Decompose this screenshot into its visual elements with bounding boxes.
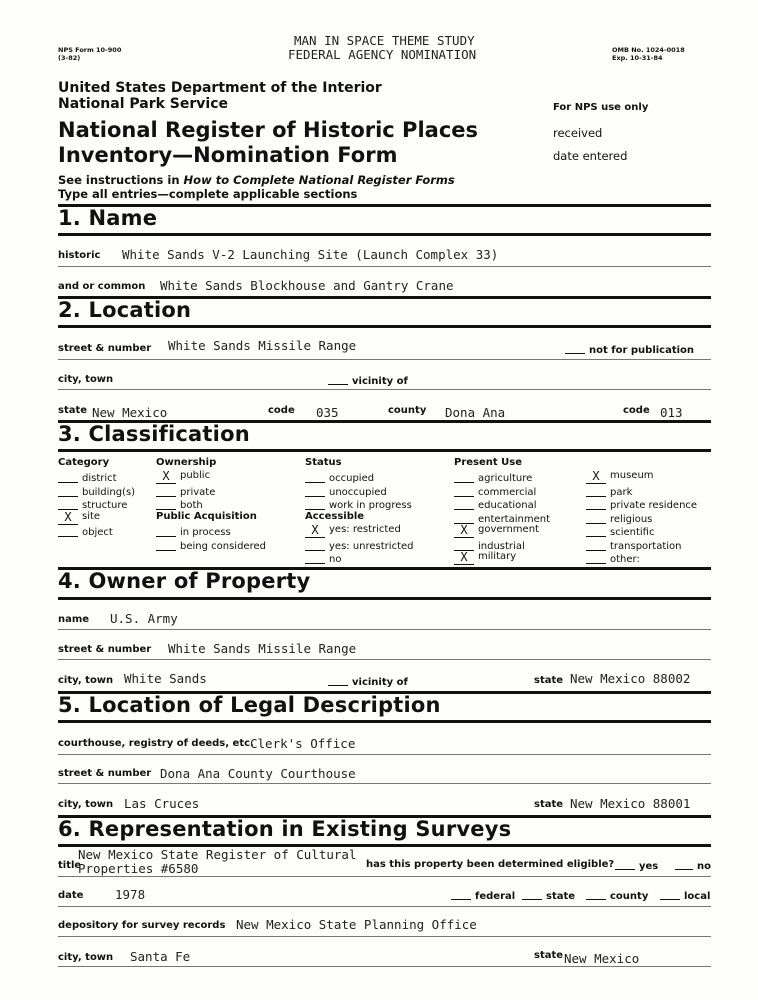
survey-date-label: date: [58, 890, 84, 901]
level-state: [522, 889, 575, 902]
checkbox-label: yes: unrestricted: [329, 540, 414, 552]
courthouse-label: courthouse, registry of deeds, etc.: [58, 738, 254, 749]
legal-state-value: New Mexico 88001: [570, 796, 691, 811]
checkbox-label: transportation: [610, 540, 682, 552]
checkbox-label: object: [82, 527, 113, 538]
owner-vicinity: [328, 675, 408, 688]
field-rule: [58, 359, 711, 360]
checkbox-label: scientific: [610, 527, 655, 538]
state-value: New Mexico: [92, 405, 168, 420]
status-option-occupied[interactable]: [305, 470, 374, 484]
present-use-option-educational[interactable]: [454, 497, 537, 511]
county-code-label: code: [623, 405, 650, 416]
legal-city-value: Las Cruces: [124, 796, 200, 811]
owner-city-label: city, town: [58, 675, 114, 686]
present-use-option-commercial[interactable]: [454, 484, 536, 498]
present-use-option-government[interactable]: [454, 524, 539, 538]
field-rule: [58, 783, 711, 784]
checkbox-label: district: [82, 473, 117, 484]
checkbox-label: private: [180, 486, 216, 498]
level-local: [660, 889, 710, 902]
status-heading: Status: [305, 457, 342, 468]
checkbox-label: site: [82, 510, 101, 522]
category-option-site[interactable]: [58, 511, 100, 525]
vicinity: [328, 374, 408, 387]
checkbox-label: private residence: [610, 500, 698, 511]
blank-line: [660, 889, 680, 900]
field-rule: [58, 659, 711, 660]
checkbox-mark: X: [592, 469, 600, 483]
checkbox-line[interactable]: [586, 497, 606, 510]
checkbox-line[interactable]: [305, 551, 325, 564]
eligible-no: [675, 859, 711, 872]
common-name-value: White Sands Blockhouse and Gantry Crane: [160, 278, 454, 293]
county-level-label: county: [610, 891, 649, 902]
checkbox-label: building(s): [82, 486, 136, 498]
checkbox-mark: X: [64, 509, 72, 524]
survey-title-value-line-2: Properties #6580: [78, 861, 199, 876]
checkbox-line[interactable]: [156, 524, 176, 537]
checkbox-label: educational: [478, 500, 537, 511]
checkbox-mark: X: [162, 469, 170, 483]
owner-state-label: state: [534, 675, 564, 686]
service-name: National Park Service: [58, 96, 228, 112]
state-code-value: 035: [316, 405, 339, 420]
legal-street-label: street & number: [58, 768, 152, 779]
owner-city-value: White Sands: [124, 671, 207, 686]
local-level-label: local: [684, 891, 711, 902]
form-title-line-2: Inventory—Nomination Form: [58, 143, 398, 167]
state-label: state: [58, 405, 88, 416]
present-use-option-private-residence[interactable]: [586, 497, 697, 511]
checkbox-line[interactable]: [156, 497, 176, 510]
public-acquisition-heading: Public Acquisition: [156, 511, 257, 522]
checkbox-line[interactable]: [454, 484, 474, 497]
checkbox-label: in process: [180, 527, 231, 538]
checkbox-label: other:: [610, 554, 640, 565]
checkbox-line[interactable]: [454, 470, 474, 483]
ownership-heading: Ownership: [156, 457, 217, 468]
checkbox-line[interactable]: [454, 525, 474, 538]
checkbox-line[interactable]: [305, 525, 325, 538]
present-use-option-museum[interactable]: [586, 470, 654, 484]
blank-line: [328, 374, 348, 385]
checkbox-line[interactable]: [454, 511, 474, 524]
present-use-option-transportation[interactable]: [586, 538, 682, 552]
legal-city-label: city, town: [58, 799, 114, 810]
checkbox-label: commercial: [478, 486, 537, 498]
present-use-option-military[interactable]: [454, 551, 516, 565]
omb-expiry: Exp. 10-31-84: [612, 54, 663, 62]
section-6-heading: 6. Representation in Existing Surveys: [58, 817, 512, 841]
checkbox-mark: X: [460, 550, 468, 564]
field-rule: [58, 936, 711, 937]
banner-line-2: FEDERAL AGENCY NOMINATION: [288, 47, 477, 62]
county-value: Dona Ana: [445, 405, 506, 420]
acquisition-option-being-considered[interactable]: [156, 538, 266, 552]
survey-title-value-line-1: New Mexico State Register of Cultural: [78, 847, 357, 862]
depository-value: New Mexico State Planning Office: [236, 917, 477, 932]
checkbox-label: industrial: [478, 540, 525, 552]
blank-line: [328, 675, 348, 686]
depository-label: depository for survey records: [58, 920, 226, 931]
eligible-yes: [615, 859, 658, 872]
present-use-option-park[interactable]: [586, 484, 632, 498]
present-use-option-other[interactable]: [586, 551, 640, 565]
blank-line: [522, 889, 542, 900]
state-level-label: state: [546, 891, 576, 902]
checkbox-line[interactable]: [586, 524, 606, 537]
checkbox-line[interactable]: [156, 484, 176, 497]
category-option-building-s[interactable]: [58, 484, 135, 498]
section-4-heading: 4. Owner of Property: [58, 569, 311, 593]
survey-date-value: 1978: [115, 887, 146, 902]
accessible-option-no[interactable]: [305, 551, 341, 565]
checkbox-label: occupied: [329, 473, 375, 484]
checkbox-line[interactable]: [58, 524, 78, 537]
checkbox-line[interactable]: [58, 509, 78, 525]
section-3-heading: 3. Classification: [58, 422, 250, 446]
code-label: code: [268, 405, 295, 416]
owner-name-label: name: [58, 614, 90, 625]
accessible-heading: Accessible: [305, 511, 365, 522]
field-rule: [58, 876, 711, 877]
owner-vicinity-label: vicinity of: [352, 677, 408, 688]
survey-state-label: state: [534, 950, 564, 961]
category-option-district[interactable]: [58, 470, 117, 484]
yes-label: yes: [639, 861, 659, 872]
blank-line: [675, 859, 693, 870]
omb-number: OMB No. 1024-0018: [612, 46, 685, 54]
nps-use-label: For NPS use only: [553, 102, 649, 113]
location-street-value: White Sands Missile Range: [168, 338, 357, 353]
blank-line: [615, 859, 635, 870]
checkbox-line[interactable]: [156, 538, 176, 551]
checkbox-line[interactable]: [586, 538, 606, 551]
checkbox-line[interactable]: [586, 471, 606, 484]
owner-name-value: U.S. Army: [110, 611, 178, 626]
received-label: received: [553, 126, 603, 140]
field-rule: [58, 966, 711, 967]
checkbox-line[interactable]: [454, 497, 474, 510]
checkbox-line[interactable]: [58, 497, 78, 510]
county-code-value: 013: [660, 405, 683, 420]
historic-label: historic: [58, 250, 101, 261]
ownership-option-both[interactable]: [156, 497, 203, 511]
checkbox-label: military: [478, 551, 517, 562]
checkbox-line[interactable]: [58, 470, 78, 483]
checkbox-label: agriculture: [478, 473, 533, 484]
present-use-heading: Present Use: [454, 457, 523, 468]
checkbox-line[interactable]: [305, 484, 325, 497]
field-rule: [58, 754, 711, 755]
level-county: [586, 889, 648, 902]
status-option-work-in-progress[interactable]: [305, 497, 412, 511]
present-use-option-scientific[interactable]: [586, 524, 654, 538]
checkbox-label: no: [329, 554, 342, 565]
department-name: United States Department of the Interior: [58, 80, 382, 96]
checkbox-label: religious: [610, 513, 653, 525]
banner-line-1: MAN IN SPACE THEME STUDY: [294, 33, 475, 48]
field-rule: [58, 629, 711, 630]
checkbox-line[interactable]: [58, 484, 78, 497]
checkbox-label: being considered: [180, 540, 266, 552]
ownership-option-public[interactable]: [156, 470, 210, 484]
owner-street-value: White Sands Missile Range: [168, 641, 357, 656]
checkbox-label: structure: [82, 500, 128, 511]
checkbox-mark: X: [460, 523, 468, 537]
section-rule: [58, 449, 711, 452]
checkbox-label: both: [180, 500, 203, 511]
present-use-option-entertainment[interactable]: [454, 511, 550, 525]
present-use-option-religious[interactable]: [586, 511, 652, 525]
common-name-label: and or common: [58, 281, 146, 292]
section-rule: [58, 720, 711, 723]
checkbox-line[interactable]: [586, 551, 606, 564]
checkbox-line[interactable]: [305, 538, 325, 551]
level-federal: [451, 889, 515, 902]
blank-line: [565, 343, 585, 354]
checkbox-line[interactable]: [305, 470, 325, 483]
city-town-label: city, town: [58, 374, 114, 385]
instructions-italic: How to Complete National Register Forms: [183, 173, 455, 187]
checkbox-line[interactable]: [156, 471, 176, 484]
checkbox-label: public: [180, 470, 211, 481]
checkbox-line[interactable]: [586, 511, 606, 524]
checkbox-label: work in progress: [329, 500, 412, 511]
field-rule: [58, 266, 711, 267]
section-2-heading: 2. Location: [58, 298, 192, 322]
section-5-heading: 5. Location of Legal Description: [58, 693, 441, 717]
survey-state-value: New Mexico: [564, 951, 640, 966]
checkbox-label: unoccupied: [329, 486, 387, 498]
date-entered-label: date entered: [553, 149, 628, 163]
street-number-label: street & number: [58, 343, 152, 354]
historic-name-value: White Sands V-2 Launching Site (Launch Complex 33): [122, 247, 499, 262]
ownership-option-private[interactable]: [156, 484, 215, 498]
instructions: [58, 173, 455, 187]
checkbox-line[interactable]: [454, 552, 474, 565]
checkbox-label: park: [610, 486, 633, 498]
instructions-prefix: See instructions in: [58, 173, 184, 187]
checkbox-line[interactable]: [305, 497, 325, 510]
survey-city-label: city, town: [58, 952, 114, 963]
form-number: NPS Form 10-900: [58, 46, 122, 54]
present-use-option-agriculture[interactable]: [454, 470, 532, 484]
owner-street-label: street & number: [58, 644, 152, 655]
form-revision: (3-82): [58, 54, 81, 62]
checkbox-line[interactable]: [454, 538, 474, 551]
vicinity-label: vicinity of: [352, 376, 408, 387]
section-rule: [58, 233, 711, 236]
checkbox-mark: X: [311, 523, 319, 537]
accessible-option-yes-unrestricted[interactable]: [305, 538, 414, 552]
section-rule: [58, 597, 711, 600]
accessible-option-yes-restricted[interactable]: [305, 524, 401, 538]
checkbox-label: yes: restricted: [329, 524, 401, 535]
category-option-object[interactable]: [58, 524, 113, 538]
checkbox-label: museum: [610, 470, 654, 481]
county-label: county: [388, 405, 427, 416]
federal-label: federal: [475, 891, 516, 902]
checkbox-label: entertainment: [478, 513, 550, 525]
section-1-heading: 1. Name: [58, 206, 158, 230]
no-label: no: [697, 861, 711, 872]
blank-line: [451, 889, 471, 900]
field-rule: [58, 906, 711, 907]
owner-state-value: New Mexico 88002: [570, 671, 691, 686]
form-title-line-1: National Register of Historic Places: [58, 118, 479, 142]
field-rule: [58, 389, 711, 390]
survey-title-label: title: [58, 860, 82, 871]
section-rule: [58, 325, 711, 328]
blank-line: [586, 889, 606, 900]
checkbox-label: government: [478, 524, 539, 535]
legal-street-value: Dona Ana County Courthouse: [160, 766, 356, 781]
instructions-line-2: Type all entries—complete applicable sections: [58, 187, 358, 201]
status-option-unoccupied[interactable]: [305, 484, 387, 498]
legal-state-label: state: [534, 799, 564, 810]
acquisition-option-in-process[interactable]: [156, 524, 231, 538]
not-for-publication: [565, 343, 694, 356]
checkbox-line[interactable]: [586, 484, 606, 497]
eligible-question: has this property been determined eligible?: [366, 859, 615, 870]
courthouse-value: Clerk's Office: [250, 736, 356, 751]
not-for-publication-label: not for publication: [589, 345, 695, 356]
category-heading: Category: [58, 457, 110, 468]
survey-city-value: Santa Fe: [130, 949, 191, 964]
